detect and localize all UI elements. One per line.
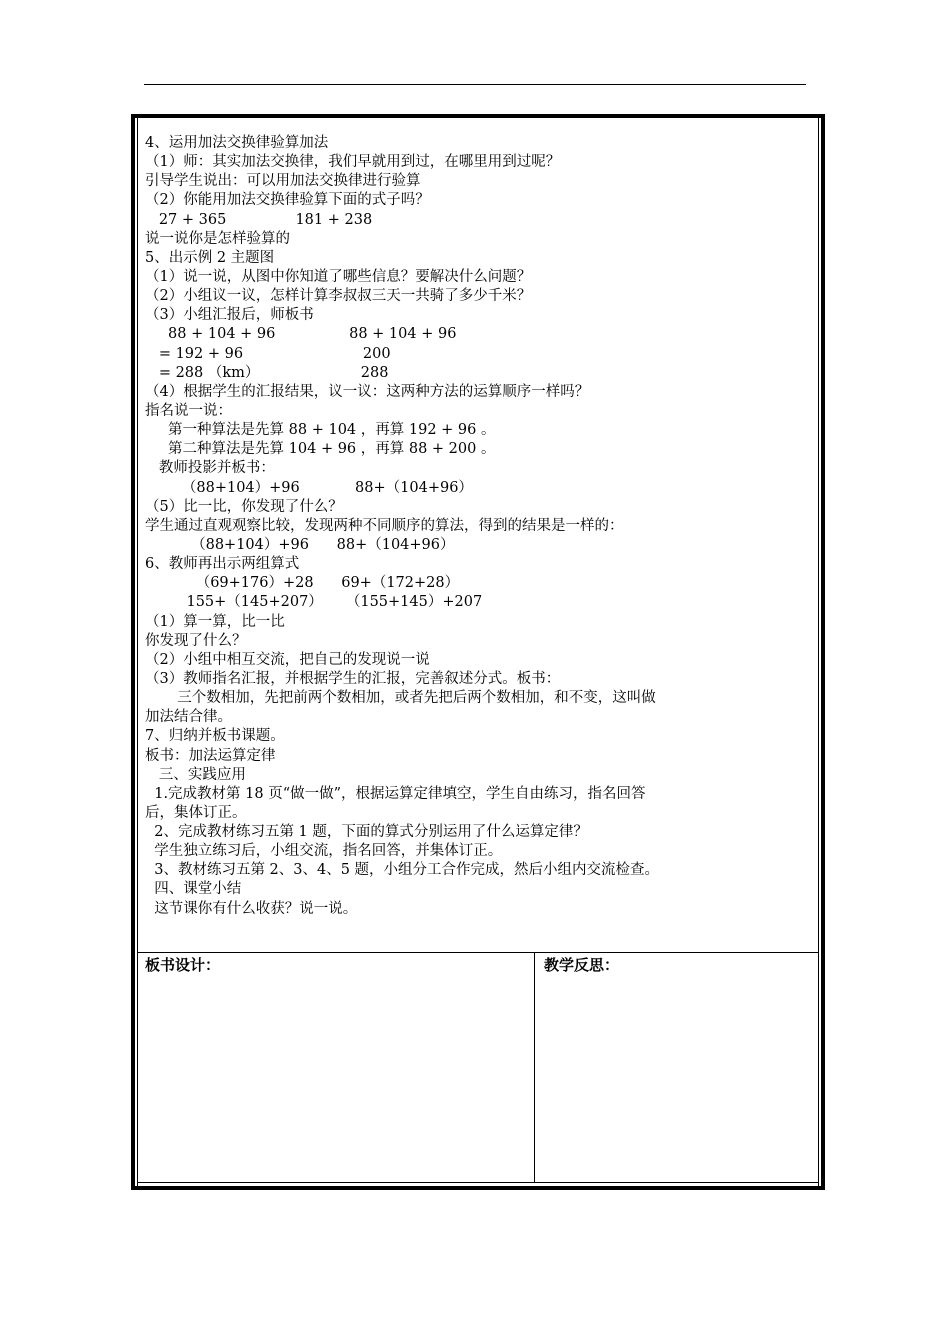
body-line: 27 + 365 181 + 238 [145,211,373,228]
body-line: （3）小组汇报后，师板书 [145,307,314,324]
body-line: 你发现了什么？ [145,632,247,649]
body-line: 教师投影并板书： [145,460,275,477]
body-line: 3、教材练习五第 2、3、4、5 题，小组分工合作完成，然后小组内交流检查。 [145,862,660,879]
body-line: 2、完成教材练习五第 1 题，下面的算式分别运用了什么运算定律？ [145,824,588,841]
body-line: 88 + 104 + 96 88 + 104 + 96 [145,326,457,343]
body-line: 5、出示例 2 主题图 [145,249,275,266]
body-line: （2）小组议一议，怎样计算李叔叔三天一共骑了多少千米？ [145,288,532,305]
body-line: 引导学生说出：可以用加法交换律进行验算 [145,173,421,190]
body-line: 加法结合律。 [145,709,232,726]
body-line: 四、课堂小结 [145,881,242,898]
body-line: 指名说一说： [145,402,232,419]
table-inner-bottom-border [137,1182,818,1183]
body-line: 三、实践应用 [145,766,246,783]
body-line: 7、归纳并板书课题。 [145,728,285,745]
body-line: 1.完成教材第 18 页“做一做”，根据运算定律填空，学生自由练习，指名回答 [145,785,646,802]
body-line: （2）你能用加法交换律验算下面的式子吗？ [145,192,430,209]
body-line: 后，集体订正。 [145,804,247,821]
body-line: = 192 + 96 200 [145,345,391,362]
body-line: 板书：加法运算定律 [145,747,276,764]
body-line: 6、教师再出示两组算式 [145,556,300,573]
board-design-label: 板书设计： [145,956,221,974]
table-inner-left-border [137,114,138,1190]
body-line: （1）算一算，比一比 [145,613,285,630]
body-line: （3）教师指名汇报，并根据学生的汇报，完善叙述分式。板书： [145,670,561,687]
body-line: （88+104）+96 88+（104+96） [145,479,473,496]
body-line: 第二种算法是先算 104 + 96 ，再算 88 + 200 。 [145,441,496,458]
body-line: （1）师：其实加法交换律，我们早就用到过，在哪里用到过呢？ [145,154,561,171]
body-line: 学生独立练习后，小组交流，指名回答，并集体订正。 [145,843,503,860]
body-line: （69+176）+28 69+（172+28） [145,575,460,592]
body-line: 学生通过直观观察比较，发现两种不同顺序的算法，得到的结果是一样的： [145,517,624,534]
body-line: 说一说你是怎样验算的 [145,230,290,247]
body-line: 第一种算法是先算 88 + 104 ，再算 192 + 96 。 [145,422,496,439]
body-line: （88+104）+96 88+（104+96） [145,536,455,553]
body-line: （1）说一说，从图中你知道了哪些信息？要解决什么问题？ [145,268,532,285]
body-line: 155+（145+207） （155+145）+207 [145,594,483,611]
body-line: （5）比一比，你发现了什么？ [145,498,343,515]
header-rule [144,84,806,85]
teaching-reflection-label: 教学反思： [544,956,620,974]
table-row-divider [137,952,818,953]
body-line: 这节课你有什么收获？说一说。 [145,900,358,917]
body-line: （2）小组中相互交流，把自己的发现说一说 [145,651,430,668]
table-column-divider [534,952,535,1182]
table-inner-right-border [818,114,819,1190]
body-line: = 288 （km） 288 [145,364,389,381]
body-line: （4）根据学生的汇报结果，议一议：这两种方法的运算顺序一样吗？ [145,383,590,400]
body-line: 4、运用加法交换律验算加法 [145,135,329,151]
lesson-body [145,134,817,919]
body-line: 三个数相加，先把前两个数相加，或者先把后两个数相加，和不变，这叫做 [145,690,656,707]
